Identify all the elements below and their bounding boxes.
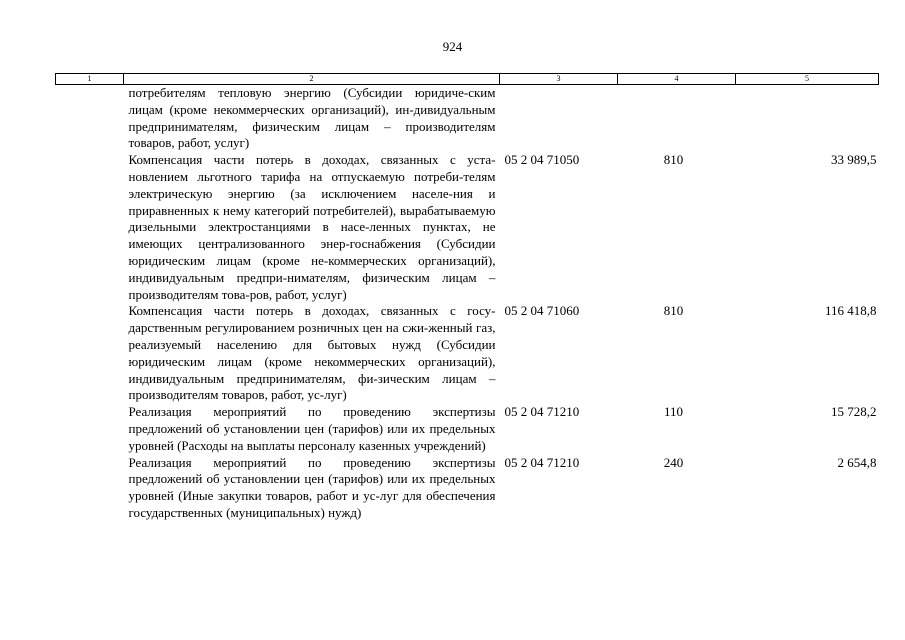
- row-expense-type: 810: [663, 152, 684, 168]
- header-col-5: 5: [736, 74, 879, 85]
- row-sum: 33 989,5: [831, 152, 877, 168]
- row-sum: [736, 85, 879, 153]
- row-code: 05 2 04 71210: [504, 454, 580, 470]
- row-number-cell: [56, 303, 124, 404]
- table-header-row: [56, 74, 879, 85]
- row-number-cell: [56, 152, 124, 303]
- header-col-3: 3: [500, 74, 618, 85]
- row-expense-type: 240: [663, 454, 684, 470]
- row-expense-type: 110: [663, 404, 684, 420]
- row-code: 05 2 04 71050: [504, 152, 580, 168]
- row-name: Реализация мероприятий по проведению экспертизы предложений об установлении цен (тарифов) или их предельных уровней (Расходы на выплаты персоналу казенных учреждений): [128, 404, 496, 453]
- row-number-cell: [56, 85, 124, 153]
- row-number-cell: [56, 455, 124, 522]
- row-name: Реализация мероприятий по проведению экспертизы предложений об установлении цен (тарифов) или их предельных уровней (Иные закупки товаров, работ и ус-луг для обеспечения государственных (муниципальных) нужд): [128, 454, 496, 520]
- row-sum: 116 418,8: [824, 303, 877, 319]
- table-row: [56, 303, 879, 404]
- row-sum: 15 728,2: [831, 404, 877, 420]
- header-col-4: 4: [618, 74, 736, 85]
- budget-table: [55, 73, 879, 522]
- table-row: [56, 152, 879, 303]
- row-code: [500, 85, 618, 153]
- table-row: [56, 455, 879, 522]
- row-number-cell: [56, 404, 124, 454]
- row-code: 05 2 04 71210: [504, 404, 580, 420]
- row-expense-type: [618, 85, 736, 153]
- table-row: [56, 85, 879, 153]
- row-expense-type: 810: [663, 303, 684, 319]
- table-row: [56, 404, 879, 454]
- row-name: потребителям тепловую энергию (Субсидии юридиче-ским лицам (кроме некоммерческих организаций), ин-дивидуальным предпринимателям, физическим лицам – производителям товаров, работ, услуг): [128, 85, 496, 151]
- header-col-1: 1: [56, 74, 124, 85]
- row-code: 05 2 04 71060: [504, 303, 580, 319]
- row-sum: 2 654,8: [837, 454, 877, 470]
- header-col-2: 2: [124, 74, 500, 85]
- row-name: Компенсация части потерь в доходах, связанных с уста-новлением льготного тарифа на отпускаемую потреби-телям электрическую энергию (за исключением населе-ния и приравненных к нему категорий потребителей), вырабатываемую дизельными электростанциями в насе-ленных пунктах, не имеющих централизованного энер-госнабжения (Субсидии юридическим лицам (кроме не-коммерческих организаций), индивидуальным предпри-нимателям, физическим лицам – производителям това-ров, работ, услуг): [128, 152, 496, 302]
- page-number: 924: [442, 39, 463, 54]
- row-name: Компенсация части потерь в доходах, связанных с госу-дарственным регулированием розничных цен на сжи-женный газ, реализуемый населению для бытовых нужд (Субсидии юридическим лицам (кроме некоммерческих организаций), индивидуальным предпринимателям, фи-зическим лицам – производителям товаров, работ, ус-луг): [128, 303, 496, 403]
